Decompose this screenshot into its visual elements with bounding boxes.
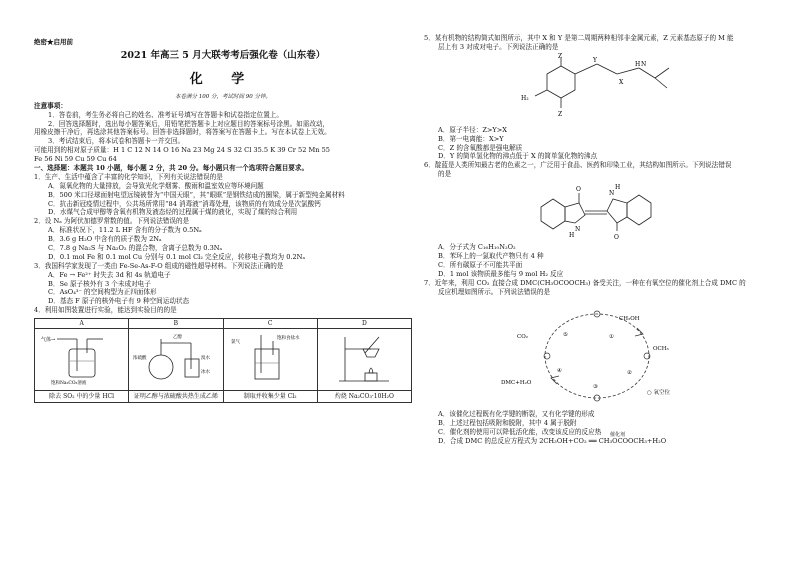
q4-caption: 证明乙醇与浓硫酸共热生成乙烯 xyxy=(129,391,223,403)
q4-col-header: C xyxy=(223,319,317,329)
q7-catalytic-cycle-diagram xyxy=(497,298,697,408)
left-column xyxy=(34,34,412,403)
notes-heading: 注意事项： xyxy=(34,101,67,110)
exam-meta: 本卷满分 100 分，考试时间 90 分钟。 xyxy=(175,94,271,101)
q5-option-d: D．Y 的简单氢化物的沸点低于 X 的简单氢化物的沸点 xyxy=(438,152,598,161)
q4-caption: 除去 SO₂ 中的少量 HCl xyxy=(35,391,129,403)
note-item: 用橡皮擦干净后，再选涂其他答案标号。回答非选择题时，将答案写在答题卡上。写在本试卷上无效。 xyxy=(34,128,331,137)
q7-option-d-text: D．合成 DMC 的总反应方程式为 2CH₃OH+CO₂ ══ CH₃OCOOCH₃+H₂O xyxy=(438,437,667,446)
q4-b-label: 浓硫酸 xyxy=(132,356,147,362)
question-7-stem: 反应机理如图所示。下列说法错误的是 xyxy=(438,287,551,296)
question-7-stem: 7．近年来，利用 CO₂ 直接合成 DMC(CH₃OCOOCH₃) 备受关注，一种在有氧空位的催化剂上合成 DMC 的 xyxy=(424,278,746,287)
q4-apparatus-b xyxy=(129,329,223,391)
secret-label: 绝密★启用前 xyxy=(34,38,73,46)
q7-diagram-label: CO₂ xyxy=(517,334,528,341)
q4-apparatus-table xyxy=(34,318,412,403)
q3-option-b: B．Se 原子核外有 3 个未成对电子 xyxy=(48,279,151,288)
q4-c-label: 氯气 xyxy=(231,340,241,346)
q7-option-a: A．该催化过程既有化学键的断裂，又有化学键的形成 xyxy=(438,410,595,419)
q5-struct-label: H₂ xyxy=(521,94,529,102)
q4-a-label: 饱和Na₂CO₃溶液 xyxy=(50,381,86,387)
q7-diagram-label: ③ xyxy=(593,384,598,391)
q5-struct-label: X xyxy=(619,78,624,86)
q2-option-b: B．3.6 g H₂O 中含有的质子数为 2Nₐ xyxy=(48,235,162,244)
question-6-stem: 6．靛蓝是人类所知最古老的色素之一，广泛用于食品、医药和印染工业，其结构如图所示。下列说法错误 xyxy=(424,161,732,170)
exam-title: 2021 年高三 5 月大联考考后强化卷（山东卷） xyxy=(120,50,326,61)
q7-option-c: C．催化剂的使用可以降低活化能，改变该反应的反应热 xyxy=(438,428,602,437)
q1-option-a: A．氮氧化物的大量排放，会导致光化学烟雾、酸雨和温室效应等环境问题 xyxy=(48,181,264,190)
question-1-stem: 1．生产、生活中蕴含了丰富的化学知识，下列有关说法错误的是 xyxy=(34,172,223,181)
q4-apparatus-c xyxy=(223,329,317,391)
q4-a-label: 气体→ xyxy=(40,337,55,344)
right-column xyxy=(424,34,770,446)
q6-option-a: A．分子式为 C₁₆H₁₀N₂O₂ xyxy=(438,243,516,252)
q4-caption: 制取并收集少量 Cl₂ xyxy=(223,391,317,403)
q7-option-b: B．上述过程包括吸附和脱附，其中 4 属于脱附 xyxy=(438,419,577,428)
q4-col-header: A xyxy=(35,319,129,329)
q6-struct-label: N xyxy=(609,190,615,198)
ethylene-setup-icon xyxy=(131,329,221,387)
q1-option-b: B．500 米口径球面射电望远镜被誉为“中国天眼”，其“眼眶”是钢铁结成的圈梁，属于新型纯金属材料 xyxy=(48,190,345,199)
q2-option-a: A．标准状况下，11.2 L HF 含有的分子数为 0.5Nₐ xyxy=(48,226,202,235)
q4-b-label: 溴水 xyxy=(200,356,210,362)
q6-option-c: C．所有碳原子不可能共平面 xyxy=(438,260,523,269)
q7-diagram-label: ① xyxy=(609,334,614,341)
question-3-stem: 3．我国科学家发现了一类由 Fe-Se-As-F-O 组成的磁性超导材料。下列说法正确的是 xyxy=(34,261,284,270)
chlorine-collection-icon xyxy=(225,329,315,387)
crucible-heating-icon xyxy=(319,329,409,387)
q7-diagram-label: ④ xyxy=(557,368,562,375)
q4-col-header: B xyxy=(129,319,223,329)
q5-option-a: A．原子半径：Z>Y>X xyxy=(438,125,508,134)
subject-title: 化 学 xyxy=(189,71,257,87)
q6-struct-label: O xyxy=(576,186,581,194)
atomic-masses: Fe 56 Ni 59 Cu 59 Cu 64 xyxy=(34,155,117,164)
q5-option-c: C．Z 的含氧酸都是强电解质 xyxy=(438,143,523,152)
q7-diagram-label: CH₃OH xyxy=(619,316,640,323)
q2-option-c: C．7.8 g Na₂S 与 Na₂O₂ 的混合物，含离子总数为 0.3Nₐ xyxy=(48,244,223,253)
q6-struct-label: N xyxy=(575,226,581,234)
q5-struct-label: Y xyxy=(593,56,597,64)
catalyst-label: 催化剂 xyxy=(610,432,626,439)
q6-option-d: D．1 mol 该物质最多能与 9 mol H₂ 反应 xyxy=(438,269,564,278)
q3-option-d: D．基态 F 原子的核外电子有 9 种空间运动状态 xyxy=(48,297,190,306)
q6-struct-label: H xyxy=(569,232,575,240)
question-6-stem: 的是 xyxy=(438,170,452,179)
q5-option-b: B．第一电离能：X>Y xyxy=(438,134,504,143)
question-2-stem: 2．设 Nₐ 为阿伏加德罗常数的值。下列说法错误的是 xyxy=(34,217,190,226)
note-item: 3．考试结束后，将本试卷和答题卡一并交回。 xyxy=(48,137,185,146)
question-4-stem: 4．利用如图装置进行实验，能达到实验目的的是 xyxy=(34,306,177,315)
q4-c-label: 饱和食盐水 xyxy=(277,336,300,342)
gas-washing-bottle-icon xyxy=(37,329,127,387)
q7-diagram-label: ⑤ xyxy=(563,332,568,339)
q5-struct-label: Z xyxy=(558,52,563,60)
q7-diagram-label: ○ 氧空位 xyxy=(647,390,671,397)
note-item: 1．答卷前，考生务必将自己的姓名、准考证号填写在答题卡和试卷指定位置上。 xyxy=(48,110,283,119)
q6-struct-label: O xyxy=(614,234,619,242)
q5-struct-label: Z xyxy=(558,110,563,118)
q6-option-b: B．苯环上的一氯取代产物只有 4 种 xyxy=(438,252,544,261)
q4-caption: 灼烧 Na₂CO₃·10H₂O xyxy=(317,391,411,403)
q5-struct-label: H xyxy=(635,60,641,68)
question-5-stem: 5．某有机物的结构简式如图所示，其中 X 和 Y 是第二周期两种相邻非金属元素，Z 元素基态原子的 M 能 xyxy=(424,34,734,42)
q6-struct-label: H xyxy=(615,184,621,192)
q3-option-c: C．AsO₄³⁻ 的空间构型为正四面体形 xyxy=(48,288,157,297)
q1-option-d: D．水煤气合成甲醇等含氧有机物及液态烃的过程属于煤的液化，实现了煤的综合利用 xyxy=(48,208,298,217)
note-item: 2．回答选择题时，选出每小题答案后，用铅笔把答题卡上对应题目的答案标号涂黑。如需改动， xyxy=(48,119,330,128)
q4-b-label: 乙醇 xyxy=(172,335,182,341)
section-heading: 一、选择题：本题共 10 小题，每小题 2 分，共 20 分。每小题只有一个选项符合题目要求。 xyxy=(34,164,309,173)
q2-option-d: D．0.1 mol Fe 和 0.1 mol Cu 分别与 0.1 mol Cl₂ 完全反应，转移电子数均为 0.2Nₐ xyxy=(48,252,305,261)
atomic-masses: 可能用到的相对原子质量：H 1 C 12 N 14 O 16 Na 23 Mg 24 S 32 Cl 35.5 K 39 Cr 52 Mn 55 xyxy=(34,146,330,155)
q3-option-a: A．Fe → Fe²⁺ 时失去 3d 和 4s 轨道电子 xyxy=(48,270,171,279)
q1-option-c: C．抗击新冠疫情过程中，公共场所常用“84 消毒液”消毒处理，该物质的有效成分是次氯酸钙 xyxy=(48,199,321,208)
q6-indigo-structure xyxy=(527,181,667,241)
question-5-stem: 层上有 3 对成对电子。下列说法正确的是 xyxy=(438,42,559,51)
q4-col-header: D xyxy=(317,319,411,329)
q7-diagram-label: ② xyxy=(627,370,632,377)
q5-struct-label: N xyxy=(641,60,647,68)
q4-apparatus-a xyxy=(35,329,129,391)
q5-structure-diagram xyxy=(507,54,687,124)
q7-diagram-label: DMC+H₂O xyxy=(501,380,532,387)
q7-diagram-label: OCH₃ xyxy=(653,346,669,353)
q4-apparatus-d xyxy=(317,329,411,391)
q4-b-label: 冰水 xyxy=(200,370,210,376)
